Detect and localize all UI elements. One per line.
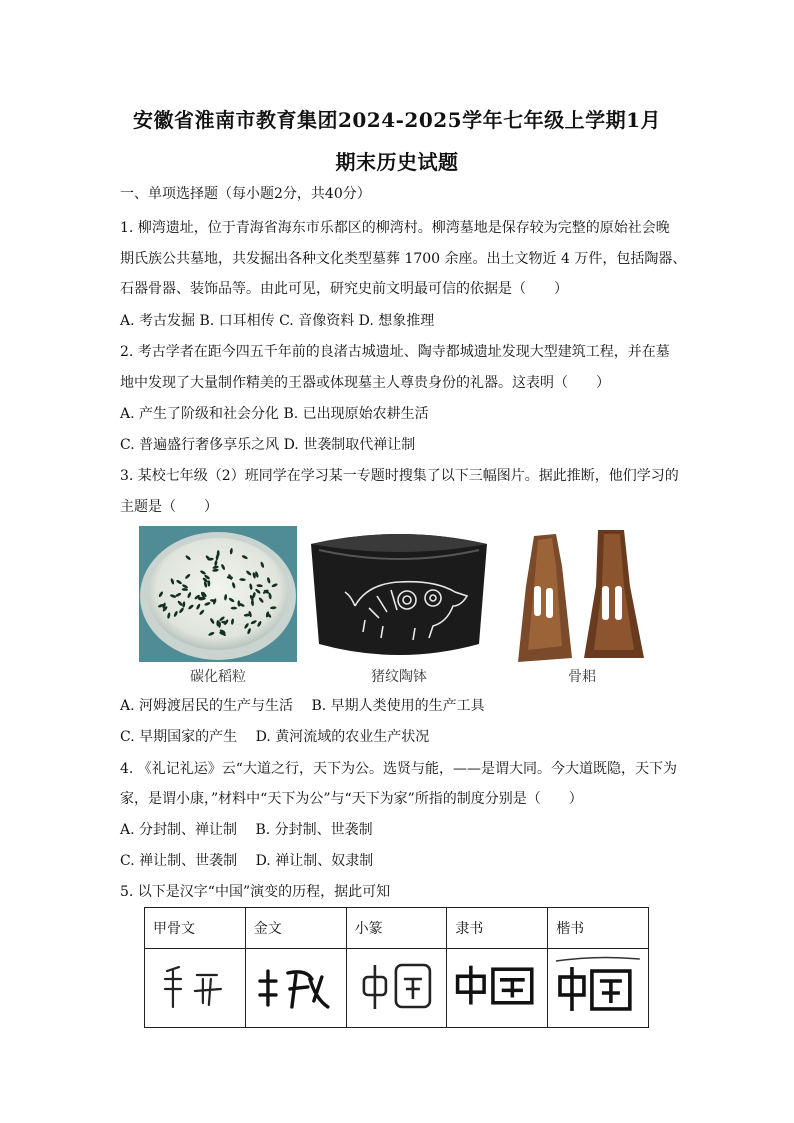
- pig-pattern-pottery-image: [307, 526, 491, 662]
- carbonized-rice-image: [139, 526, 297, 662]
- exam-title-line2: 期末历史试题: [335, 150, 459, 174]
- glyph-regular: [548, 949, 649, 1028]
- header-clerical: 隶书: [447, 908, 548, 949]
- q1-stem-line2: 期氏族公共墓地，共发掘出各种文化类型墓葬 1700 余座。出土文物近 4 万件，包括陶器、: [120, 251, 687, 267]
- q3-options-ab: A. 河姆渡居民的生产与生活 B. 早期人类使用的生产工具: [120, 698, 485, 714]
- table-glyph-row: [145, 949, 649, 1028]
- glyph-clerical: [447, 949, 548, 1028]
- glyph-small-seal: [346, 949, 447, 1028]
- q3-stem-line1: 3. 某校七年级（2）班同学在学习某一专题时搜集了以下三幅图片。据此推断，他们学习的: [120, 468, 679, 484]
- glyph-oracle-bone: [145, 949, 246, 1028]
- header-bronze: 金文: [245, 908, 346, 949]
- header-small-seal: 小篆: [346, 908, 447, 949]
- caption-pig-pottery: 猪纹陶钵: [371, 669, 427, 685]
- q3-options-cd: C. 早期国家的产生 D. 黄河流域的农业生产状况: [120, 729, 430, 745]
- q1-stem-line1: 1. 柳湾遗址，位于青海省海东市乐都区的柳湾村。柳湾墓地是保存较为完整的原始社会晚: [120, 220, 670, 236]
- exam-title-line1: 安徽省淮南市教育集团2024-2025学年七年级上学期1月: [132, 108, 662, 132]
- q4-options-cd: C. 禅让制、世袭制 D. 禅让制、奴隶制: [120, 853, 374, 869]
- rice-grain: [217, 550, 220, 556]
- glyph-bronze: [245, 949, 346, 1028]
- q1-options: A. 考古发掘 B. 口耳相传 C. 音像资料 D. 想象推理: [120, 313, 435, 329]
- section-heading: 一、单项选择题（每小题2分，共40分）: [120, 186, 371, 202]
- q2-options-ab: A. 产生了阶级和社会分化 B. 已出现原始农耕生活: [120, 406, 429, 422]
- caption-bone-spade: 骨耜: [568, 669, 596, 685]
- q5-stem: 5. 以下是汉字“中国”演变的历程，据此可知: [120, 884, 391, 900]
- q1-stem-line3: 石器骨器、装饰品等。由此可见，研究史前文明最可信的依据是（ ）: [120, 281, 568, 297]
- caption-carbonized-rice: 碳化稻粒: [190, 669, 246, 685]
- q2-stem-line2: 地中发现了大量制作精美的王器或体现墓主人尊贵身份的礼器。这表明（ ）: [120, 375, 610, 391]
- table-header-row: [145, 908, 649, 949]
- rice-grain: [208, 580, 211, 586]
- q2-stem-line1: 2. 考古学者在距今四五千年前的良渚古城遗址、陶寺都城遗址发现大型建筑工程，并在墓: [120, 344, 670, 360]
- q3-stem-line2: 主题是（ ）: [120, 499, 218, 515]
- rice-grain: [231, 607, 237, 610]
- q4-stem-line1: 4. 《礼记礼运》云“大道之行，天下为公。选贤与能，——是谓大同。今大道既隐，天下为: [120, 761, 677, 777]
- q4-stem-line2: 家，是谓小康，”材料中“天下为公”与“天下为家”所指的制度分别是（ ）: [120, 791, 583, 807]
- header-regular: 楷书: [548, 908, 649, 949]
- q2-options-cd: C. 普遍盛行奢侈享乐之风 D. 世袭制取代禅让制: [120, 437, 416, 453]
- q4-options-ab: A. 分封制、禅让制 B. 分封制、世袭制: [120, 822, 373, 838]
- header-oracle-bone: 甲骨文: [145, 908, 246, 949]
- script-evolution-table: [144, 907, 649, 1028]
- bone-spade-image: [512, 526, 652, 662]
